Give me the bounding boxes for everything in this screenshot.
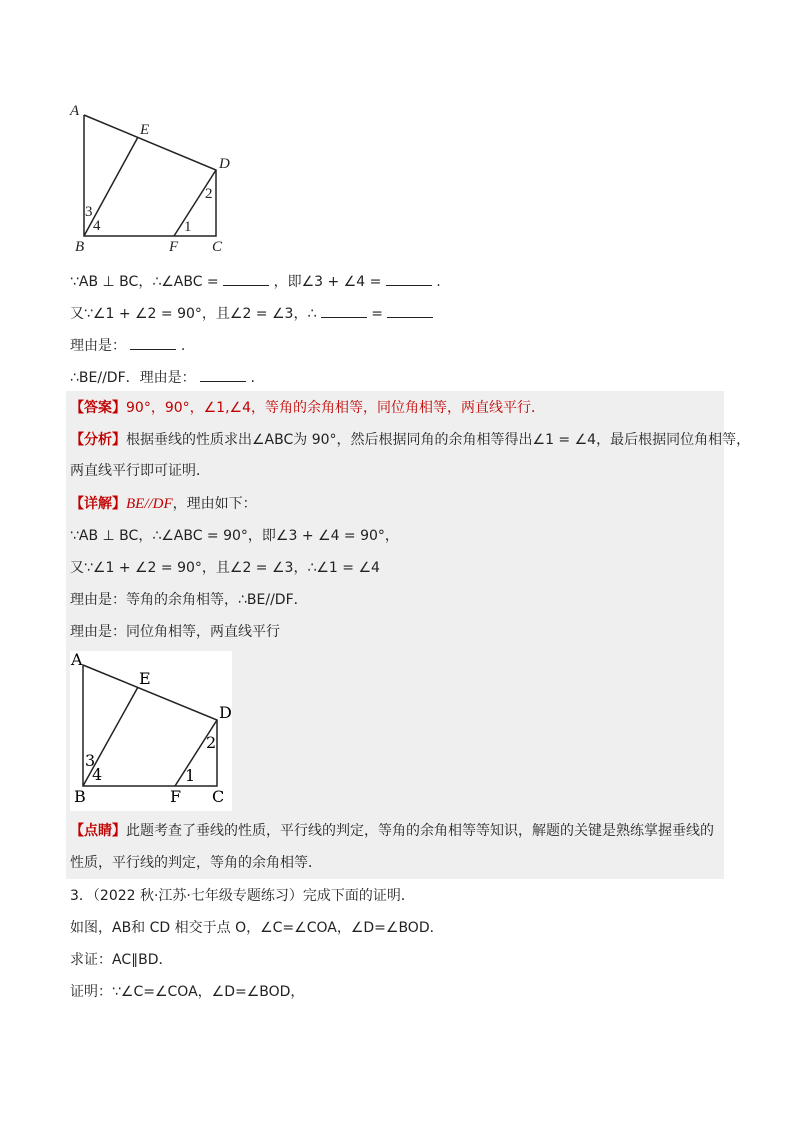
- label-E: E: [139, 669, 151, 688]
- problem3-prove: 求证：AC∥BD．: [70, 952, 173, 968]
- label-B: B: [74, 787, 86, 806]
- detail-row-head: 【详解】BE//DF，理由如下：: [70, 496, 257, 512]
- label-1: 1: [185, 766, 196, 785]
- label-D: D: [219, 703, 232, 722]
- label-3: 3: [85, 751, 96, 770]
- quadrilateral-abcd: [84, 115, 216, 236]
- detail-row-4: 理由是：同位角相等，两直线平行: [70, 624, 280, 640]
- analysis-row-2: 两直线平行即可证明．: [70, 463, 210, 479]
- segment-fd: [174, 170, 216, 236]
- label-E: E: [140, 122, 150, 138]
- blank-6[interactable]: [200, 368, 246, 382]
- label-2: 2: [206, 733, 217, 752]
- label-2: 2: [205, 186, 213, 202]
- analysis-row-1: 【分析】根据垂线的性质求出∠ABC为 90°，然后根据同角的余角相等得出∠1 = ∠4，最后根据同位角相等，: [70, 432, 751, 448]
- label-D: D: [219, 156, 230, 172]
- label-A: A: [70, 103, 80, 119]
- label-4: 4: [92, 765, 103, 784]
- blank-3[interactable]: [321, 304, 367, 318]
- blank-2[interactable]: [386, 272, 432, 286]
- label-B: B: [75, 239, 85, 255]
- problem3-title: 3．（2022 秋·江苏·七年级专题练习）完成下面的证明．: [70, 888, 415, 904]
- question-line-3: 理由是： .: [70, 338, 186, 354]
- question-line-2: 又∵∠1 + ∠2 = 90°，且∠2 = ∠3，∴ =: [70, 304, 433, 324]
- detail-row-2: 又∵∠1 + ∠2 = 90°，且∠2 = ∠3，∴∠1 = ∠4: [70, 560, 380, 576]
- blank-1[interactable]: [223, 272, 269, 286]
- comment-row-2: 性质，平行线的判定，等角的余角相等．: [70, 855, 322, 871]
- question-line-4: ∴BE//DF．理由是： .: [70, 370, 255, 386]
- comment-row-1: 【点睛】此题考查了垂线的性质，平行线的判定，等角的余角相等等知识，解题的关键是熟练掌握垂线的: [70, 823, 714, 839]
- label-A: A: [71, 651, 83, 669]
- label-C: C: [212, 787, 225, 806]
- detail-row-3: 理由是：等角的余角相等，∴BE//DF．: [70, 592, 308, 608]
- question-line-1: ∵AB ⊥ BC，∴∠ABC = ，即∠3 + ∠4 = .: [70, 274, 441, 290]
- label-C: C: [212, 239, 223, 255]
- label-F: F: [169, 239, 179, 255]
- problem3-proof-start: 证明：∵∠C=∠COA，∠D=∠BOD，: [70, 984, 305, 1000]
- label-3: 3: [85, 204, 93, 220]
- geometry-figure-top: [68, 98, 238, 258]
- label-F: F: [170, 787, 182, 806]
- detail-row-1: ∵AB ⊥ BC，∴∠ABC = 90°，即∠3 + ∠4 = 90°，: [70, 528, 399, 544]
- label-4: 4: [93, 218, 101, 234]
- label-1: 1: [184, 219, 192, 235]
- blank-4[interactable]: [387, 304, 433, 318]
- problem3-statement: 如图，AB和 CD 相交于点 O，∠C=∠COA，∠D=∠BOD．: [70, 920, 444, 936]
- answer-row: 【答案】90°，90°，∠1,∠4，等角的余角相等，同位角相等，两直线平行．: [70, 400, 545, 416]
- blank-5[interactable]: [130, 336, 176, 350]
- geometry-figure-answer: [70, 651, 232, 811]
